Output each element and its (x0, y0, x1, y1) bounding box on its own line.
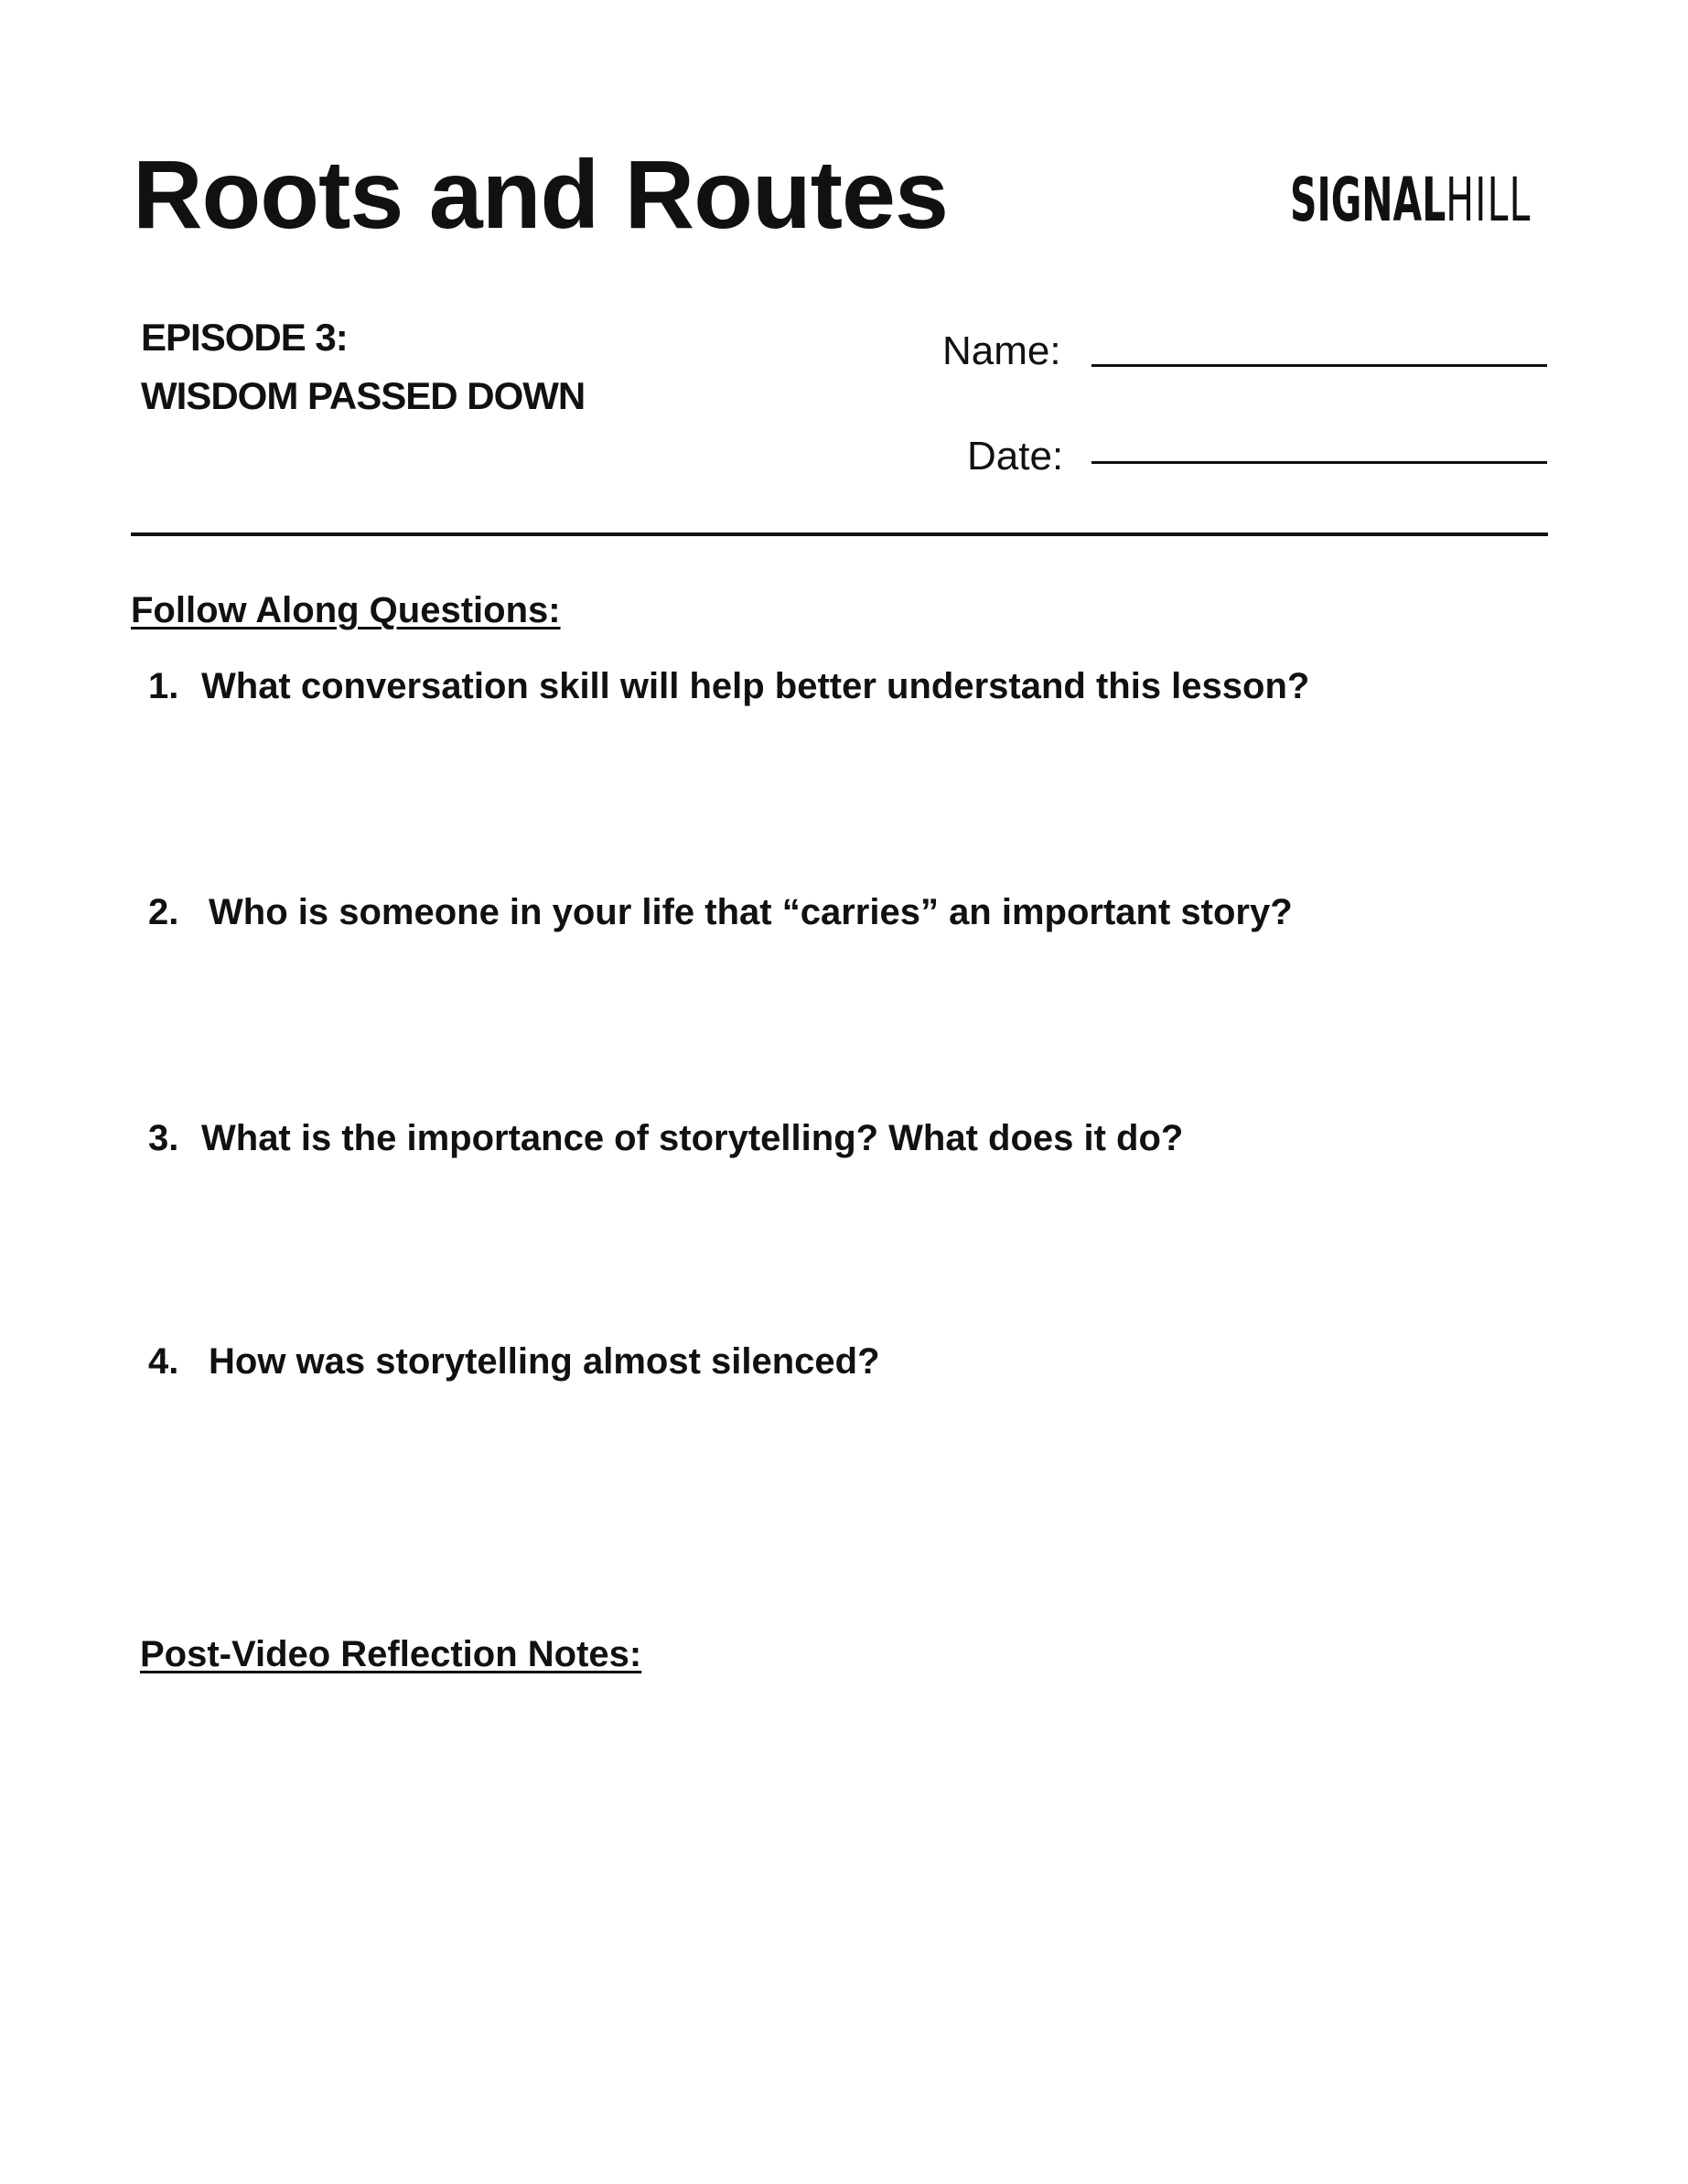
reflection-heading: Post-Video Reflection Notes: (140, 1634, 642, 1674)
question-number: 4. (148, 1341, 179, 1382)
name-label: Name: (942, 328, 1061, 373)
question-number: 3. (148, 1118, 179, 1158)
question-text: What conversation skill will help better understand this lesson? (201, 666, 1310, 706)
question-text: How was storytelling almost silenced? (209, 1341, 880, 1382)
date-field[interactable] (1091, 461, 1547, 464)
name-field[interactable] (1091, 364, 1547, 367)
header-divider (131, 533, 1548, 536)
question-number: 1. (148, 666, 179, 706)
date-label: Date: (967, 434, 1064, 479)
follow-along-heading: Follow Along Questions: (131, 590, 561, 630)
episode-number: EPISODE 3: (141, 316, 348, 359)
signal-hill-logo (1290, 165, 1532, 235)
page-title: Roots and Routes (133, 141, 948, 249)
logo-text-hill: HILL (1446, 165, 1532, 235)
question-number: 2. (148, 892, 179, 932)
episode-title: WISDOM PASSED DOWN (141, 374, 586, 417)
question-text: Who is someone in your life that “carries” an important story? (209, 892, 1293, 932)
question-text: What is the importance of storytelling? What does it do? (201, 1118, 1184, 1158)
logo-text-signal: SIGNAL (1290, 165, 1446, 235)
